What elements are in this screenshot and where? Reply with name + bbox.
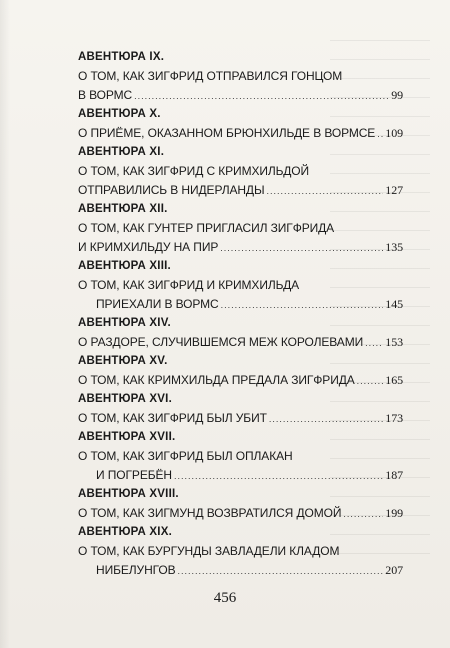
toc-page-number: 135 [385,240,403,254]
toc-page-number: 153 [385,335,403,349]
chapter-heading: АВЕНТЮРА XVI. [78,393,172,405]
chapter-heading: АВЕНТЮРА XIII. [78,260,171,272]
dot-leader [365,334,383,352]
chapter-title-text: В ВОРМС [78,88,133,102]
toc-entry [78,390,403,428]
dot-leader [377,125,383,143]
chapter-title-text: И ПОГРЕБЁН [96,468,172,482]
chapter-heading: АВЕНТЮРА XII. [78,203,168,215]
chapter-title-final-line [78,466,403,485]
chapter-title-text: О РАЗДОРЕ, СЛУЧИВШЕМСЯ МЕЖ КОРОЛЕВАМИ [78,335,364,349]
chapter-heading: АВЕНТЮРА XIV. [78,317,171,329]
toc-entry [78,485,403,523]
toc-page-number: 165 [385,373,403,387]
toc-page-number: 207 [385,563,403,577]
toc-page-number: 99 [391,88,403,102]
toc-page-number: 109 [385,126,403,140]
chapter-title-final-line [78,333,403,352]
chapter-title-final-line [78,504,403,523]
dot-leader [343,505,383,523]
toc-page-number: 145 [385,297,403,311]
table-of-contents [78,48,403,580]
toc-page-number: 187 [385,468,403,482]
chapter-title-line: О ТОМ, КАК ЗИГФРИД И КРИМХИЛЬДА [78,278,300,292]
chapter-title-final-line [78,295,403,314]
chapter-title-text: НИБЕЛУНГОВ [96,563,176,577]
chapter-heading: АВЕНТЮРА X. [78,108,161,120]
chapter-heading: АВЕНТЮРА XVIII. [78,488,179,500]
chapter-heading: АВЕНТЮРА IX. [78,51,165,63]
toc-entry [78,200,403,257]
chapter-title-text: О ТОМ, КАК ЗИГФРИД БЫЛ УБИТ [78,411,267,425]
chapter-title-final-line [78,409,403,428]
chapter-title-text: ПРИЕХАЛИ В ВОРМС [96,297,219,311]
chapter-title-final-line [78,124,403,143]
dot-leader [134,87,389,105]
chapter-title-line: О ТОМ, КАК ЗИГФРИД С КРИМХИЛЬДОЙ [78,164,309,178]
toc-entry [78,48,403,105]
chapter-heading: АВЕНТЮРА XV. [78,355,168,367]
dot-leader [220,239,383,257]
chapter-title-text: О ПРИЁМЕ, ОКАЗАННОМ БРЮНХИЛЬДЕ В ВОРМСЕ [78,126,376,140]
toc-page-number: 173 [385,411,403,425]
chapter-title-final-line [78,561,403,580]
toc-entry [78,105,403,143]
chapter-title-line: О ТОМ, КАК ЗИГФРИД БЫЛ ОПЛАКАН [78,449,293,463]
chapter-title-line: О ТОМ, КАК ГУНТЕР ПРИГЛАСИЛ ЗИГФРИДА [78,221,335,235]
dot-leader [178,562,384,580]
dot-leader [357,372,384,390]
chapter-title-text: О ТОМ, КАК КРИМХИЛЬДА ПРЕДАЛА ЗИГФРИДА [78,373,355,387]
chapter-title-text: ОТПРАВИЛИСЬ В НИДЕРЛАНДЫ [78,183,265,197]
toc-entry [78,143,403,200]
toc-page-number: 127 [385,183,403,197]
toc-page-number: 199 [385,506,403,520]
chapter-heading: АВЕНТЮРА XI. [78,146,165,158]
chapter-title-text: И КРИМХИЛЬДУ НА ПИР [78,240,219,254]
chapter-title-final-line [78,238,403,257]
chapter-title-final-line [78,371,403,390]
dot-leader [269,410,383,428]
dot-leader [266,182,383,200]
toc-entry [78,523,403,580]
dot-leader [174,467,383,485]
dot-leader [221,296,384,314]
chapter-title-line: О ТОМ, КАК БУРГУНДЫ ЗАВЛАДЕЛИ КЛАДОМ [78,544,340,558]
toc-entry [78,352,403,390]
toc-entry [78,428,403,485]
chapter-title-line: О ТОМ, КАК ЗИГФРИД ОТПРАВИЛСЯ ГОНЦОМ [78,69,343,83]
chapter-title-final-line [78,86,403,105]
chapter-title-final-line [78,181,403,200]
toc-entry [78,257,403,314]
chapter-heading: АВЕНТЮРА XVII. [78,431,176,443]
chapter-heading: АВЕНТЮРА XIX. [78,526,172,538]
page-number: 456 [213,590,237,606]
toc-entry [78,314,403,352]
chapter-title-text: О ТОМ, КАК ЗИГМУНД ВОЗВРАТИЛСЯ ДОМОЙ [78,506,342,520]
